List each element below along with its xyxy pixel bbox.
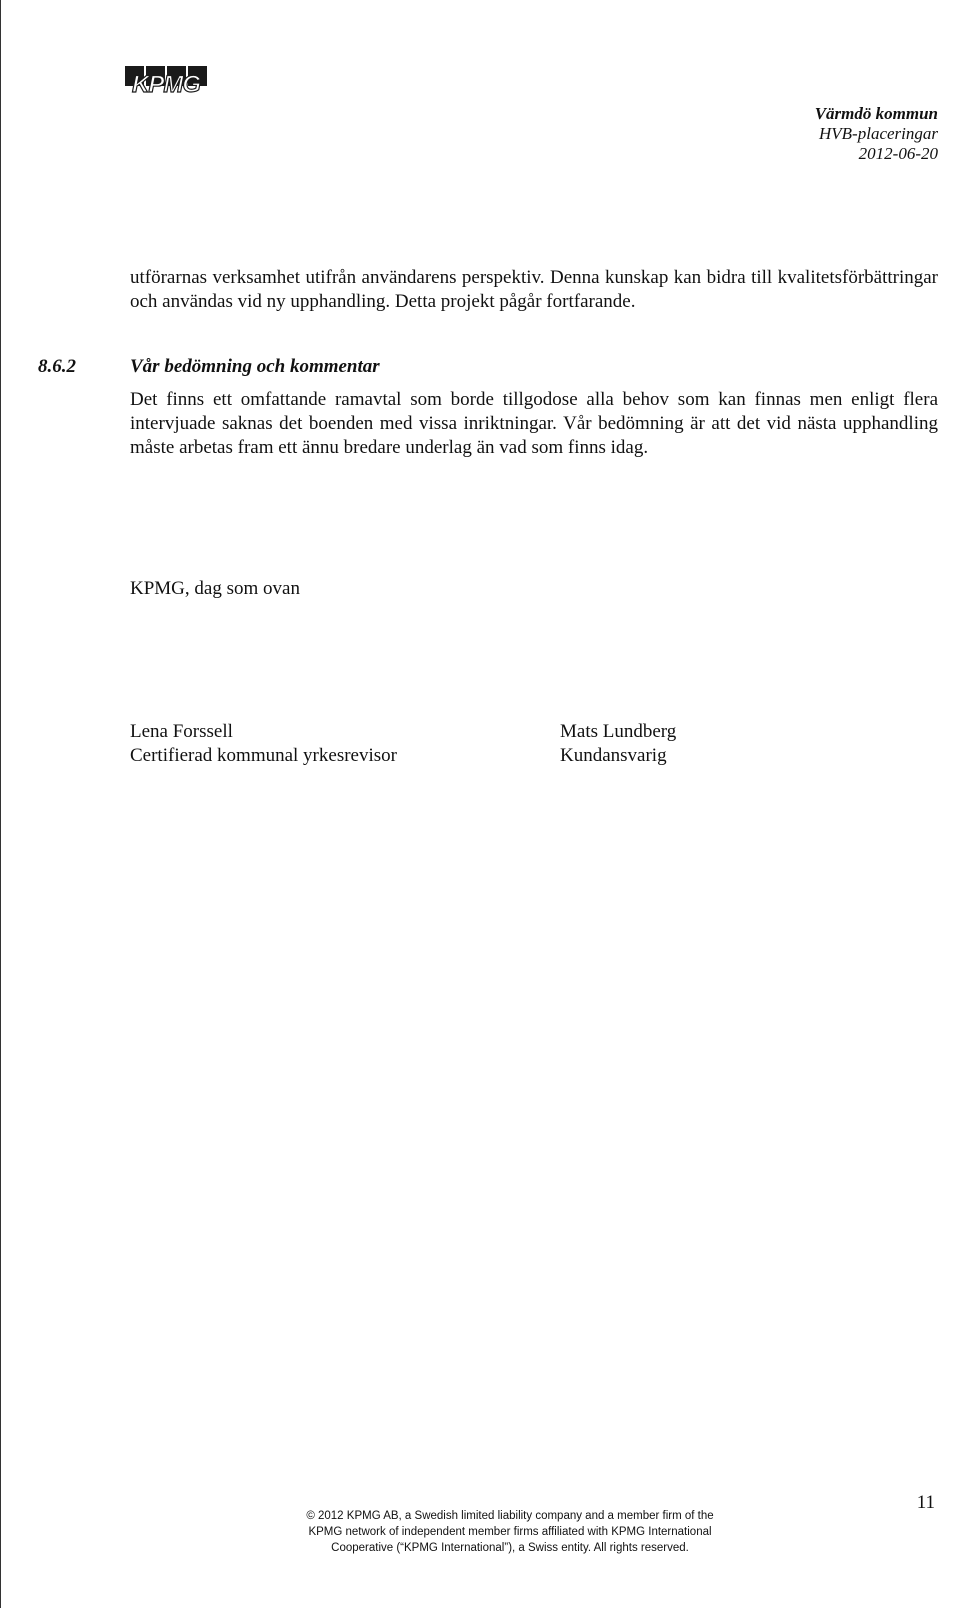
section-number: 8.6.2 bbox=[38, 356, 76, 377]
signatory-name: Mats Lundberg bbox=[560, 721, 677, 742]
signatory-left bbox=[130, 720, 397, 768]
header-date: 2012-06-20 bbox=[858, 144, 938, 163]
footer-line-3: Cooperative (“KPMG International”), a Swiss entity. All rights reserved. bbox=[331, 1542, 689, 1554]
footer-line-2: KPMG network of independent member firms affiliated with KPMG International bbox=[308, 1526, 712, 1538]
page-number: 11 bbox=[916, 1492, 935, 1513]
header-organization: Värmdö kommun bbox=[814, 104, 938, 123]
intro-paragraph: utförarnas verksamhet utifrån användarens perspektiv. Denna kunskap kan bidra till kvalitetsförbättringar och användas vid ny upphandling. Detta projekt pågår fortfarande. bbox=[130, 267, 938, 312]
section-heading bbox=[38, 355, 380, 379]
signoff-line: KPMG, dag som ovan bbox=[130, 578, 300, 599]
signatory-title: Kundansvarig bbox=[560, 745, 667, 766]
section-paragraph: Det finns ett omfattande ramavtal som borde tillgodose alla behov som kan finnas men enligt flera intervjuade saknas det boenden med vissa inriktningar. Vår bedömning är att det vid nästa upphandling måste arbetas fram ett ännu bredare underlag än vad som finns idag. bbox=[130, 389, 938, 458]
section-title: Vår bedömning och kommentar bbox=[130, 356, 380, 377]
header-report-title: HVB-placeringar bbox=[819, 124, 938, 143]
signatory-right bbox=[560, 720, 676, 768]
signatory-title: Certifierad kommunal yrkesrevisor bbox=[130, 745, 397, 766]
logo-wordmark: KPMG bbox=[132, 71, 200, 98]
page-header bbox=[815, 104, 938, 164]
page-footer bbox=[290, 1508, 730, 1556]
page-edge bbox=[0, 0, 1, 1608]
signatory-name: Lena Forssell bbox=[130, 721, 233, 742]
footer-line-1: © 2012 KPMG AB, a Swedish limited liability company and a member firm of the bbox=[306, 1510, 714, 1522]
kpmg-logo bbox=[125, 66, 207, 100]
